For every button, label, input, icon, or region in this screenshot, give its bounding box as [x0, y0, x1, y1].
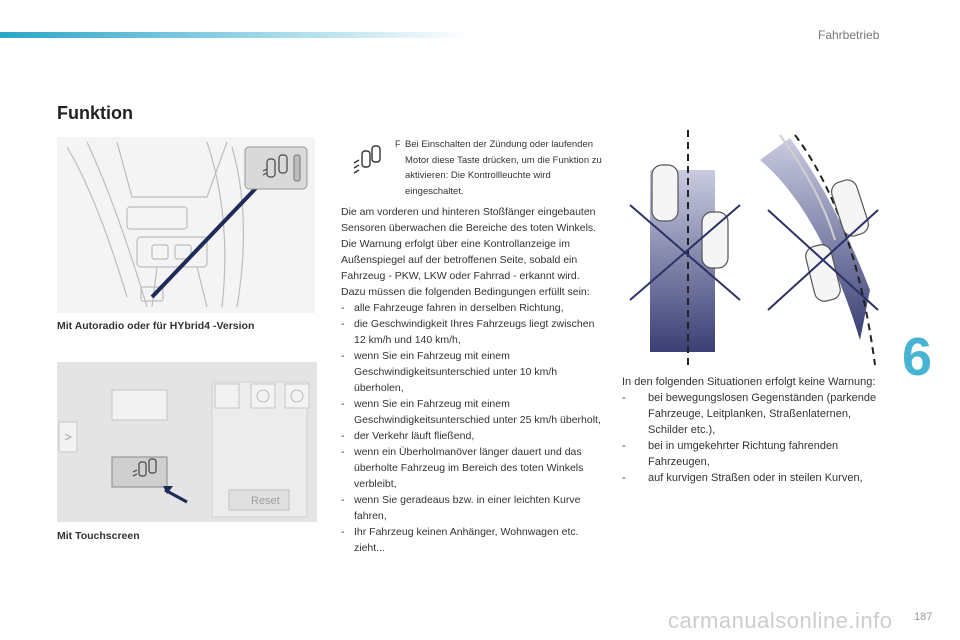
list-item: - bei in umgekehrter Richtung fahrenden Fahrzeugen, [622, 438, 882, 470]
blind-spot-scene-illustration [620, 130, 890, 370]
center-console-illustration [57, 137, 315, 313]
list-item: - wenn Sie ein Fahrzeug mit einem Geschwindigkeitsunterschied unter 25 km/h überholt, [341, 396, 606, 428]
no-warning-intro: In den folgenden Situationen erfolgt keine Warnung: [622, 376, 876, 388]
body-paragraph: Die am vorderen und hinteren Stoßfänger eingebauten Sensoren überwachen die Bereiche des toten Winkels. [341, 206, 597, 234]
no-warning-text [622, 374, 882, 486]
list-item: - wenn Sie ein Fahrzeug mit einem Geschwindigkeitsunterschied unter 10 km/h überholen, [341, 348, 606, 396]
chapter-title: Fahrbetrieb [818, 28, 880, 42]
list-item: - bei bewegungslosen Gegenständen (parkende Fahrzeuge, Leitplanken, Straßenlaternen, Schilder etc.), [622, 390, 882, 438]
note-text: Bei Einschalten der Zündung oder laufenden Motor diese Taste drücken, um die Funktion zu aktivieren: Die Kontrollleuchte wird eingeschaltet. [405, 139, 602, 197]
body-paragraph: Dazu müssen die folgenden Bedingungen erfüllt sein: [341, 286, 590, 298]
list-item: - wenn Sie geradeaus bzw. in einer leichten Kurve fahren, [341, 492, 606, 524]
page-number: 187 [914, 611, 933, 623]
list-item: - Ihr Fahrzeug keinen Anhänger, Wohnwagen etc. zieht... [341, 524, 606, 556]
console-caption: Mit Autoradio oder für HYbrid4 -Version [57, 320, 255, 332]
list-item: - alle Fahrzeuge fahren in derselben Richtung, [341, 300, 606, 316]
reset-label: Reset [251, 495, 280, 507]
section-title: Funktion [57, 103, 133, 123]
no-warning-list [622, 390, 882, 486]
list-item: - der Verkehr läuft fließend, [341, 428, 606, 444]
body-text [341, 204, 606, 556]
conditions-list [341, 300, 606, 556]
list-item: - die Geschwindigkeit Ihres Fahrzeugs liegt zwischen 12 km/h und 140 km/h, [341, 316, 606, 348]
activation-note [395, 137, 605, 199]
header-accent-bar [0, 32, 470, 38]
list-item: - auf kurvigen Straßen oder in steilen Kurven, [622, 470, 882, 486]
list-item: - wenn ein Überholmanöver länger dauert und das überholte Fahrzeug im Bereich des toten Winkels verbleibt, [341, 444, 606, 492]
note-bullet: F [395, 139, 401, 149]
chapter-number: 6 [902, 327, 933, 387]
watermark: carmanualsonline.info [668, 608, 893, 633]
touchscreen-caption: Mit Touchscreen [57, 530, 140, 542]
touchscreen-illustration [57, 362, 317, 522]
body-paragraph: Die Warnung erfolgt über eine Kontrollanzeige im Außenspiegel auf der betroffenen Seite, sobald ein Fahrzeug - PKW, LKW oder Fahrrad - erkannt wird. [341, 238, 580, 282]
blind-spot-button-icon [350, 142, 384, 176]
